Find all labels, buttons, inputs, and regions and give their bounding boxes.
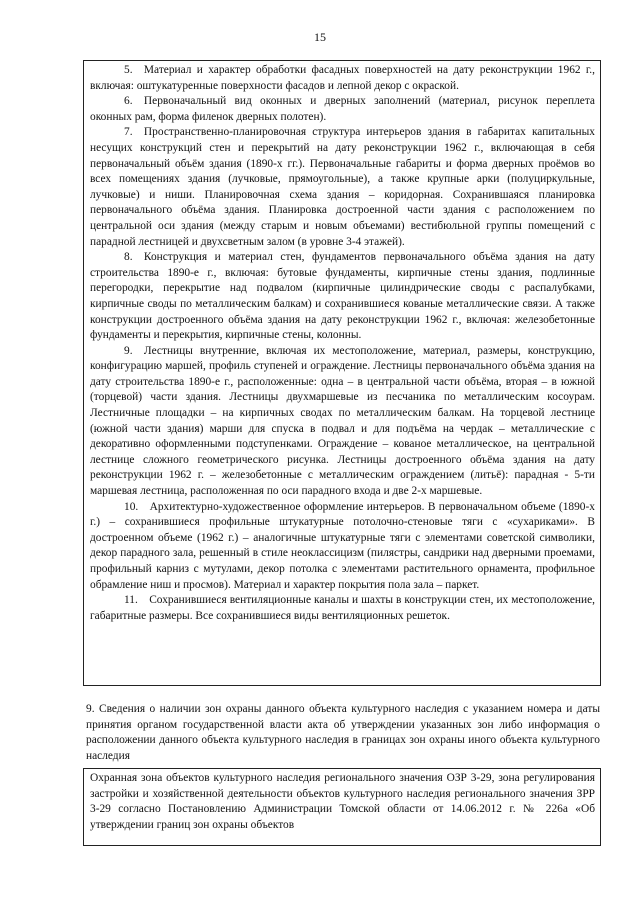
item-11: 11. Сохранившиеся вентиляционные каналы и шахты в конструкции стен, их местоположение, габаритные размеры. Все сохранившиеся виды вентиляционных решеток. [90, 594, 595, 622]
item-5: 5. Материал и характер обработки фасадных поверхностей на дату реконструкции 1962 г., включая: оштукатуренные поверхности фасадов и лепной декор с окраской. [90, 64, 595, 92]
protected-features-box [83, 60, 601, 686]
item-8: 8. Конструкция и материал стен, фундаментов первоначального объёма здания на дату строительства 1890-е г., включая: бутовые фундаменты, кирпичные стены здания, подлинные перегородки, перекрытие над подвалом (кирпичные цилиндрические своды с распалубками, кирпичные своды по металлическим балкам) и сохранившиеся кованые металлические связи. А также конструкции достроенного объёма здания на дату реконструкции 1962 г., включая: железобетонные фундаменты и перекрытия, кирпичные стены, колонны. [90, 251, 595, 342]
section-9-text: 9. Сведения о наличии зон охраны данного объекта культурного наследия с указанием номера и даты принятия органом государственной власти акта об утверждении указанных зон либо информация о расположении данного объекта культурного наследия в границах зон охраны иного объекта культурного наследия [86, 703, 600, 762]
item-9: 9. Лестницы внутренние, включая их местоположение, материал, размеры, конструкцию, конфигурацию маршей, профиль ступеней и ограждение. Лестницы первоначального объёма здания на дату строительства 1890-е г., расположенные: одна – в центральной части объёма, вторая – в южной (торцевой) части здания. Лестницы двухмаршевые из песчаника по металлическим косоурам. Лестничные площадки – на кирпичных сводах по металлическим балкам. На торцевой лестнице (южной части здания) марши для спуска в подвал и для подъёма на чердак – металлические с декоративно оформленными подступенками. Ограждение – кованое металлическое, на центральной лестнице сложного геометрического рисунка. Лестницы достроенного объёма здания на дату реконструкции 1962 г. – железобетонные с металлическим ограждением (литьё): парадная - 5-ти маршевая лестница, расположенная по оси парадного входа и две 2-х маршевые. [90, 344, 595, 498]
item-6: 6. Первоначальный вид оконных и дверных заполнений (материал, рисунок переплета оконных рам, форма филенок дверных полотен). [90, 95, 595, 123]
item-10: 10. Архитектурно-художественное оформление интерьеров. В первоначальном объеме (1890-х г.) – сохранившиеся профильные штукатурные потолочно-стеновые тяги с «сухариками». В достроенном объеме (1962 г.) – аналогичные штукатурные тяги с элементами советской символики, декор парадного зала, решенный в стиле неоклассицизм (пилястры, сандрики над дверными проемами, профильный карниз с мутулами, декор потолка с элементами растительного орнамента, профильное обрамление ниш и просмов). Материал и характер покрытия пола зала – паркет. [90, 500, 595, 591]
page-number: 15 [314, 30, 326, 44]
item-7: 7. Пространственно-планировочная структура интерьеров здания в габаритах капитальных несущих конструкций стен и перекрытий на дату реконструкции 1962 г., включающая в себя первоначальный объём здания (1890-х гг.). Первоначальные габариты и форма дверных проёмов во всех помещениях здания (лучковые, прямоугольные), а также крупные арки (полуциркульные, лучковые) и ниши. Планировочная схема здания – коридорная. Сохранившаяся планировка первоначального объёма здания. Планировка достроенной части здания с расположением по центральной оси здания (между старым и новым объемами) вестибюльной группы помещений с парадной лестницей и двухсветным залом (в уровне 3-4 этажей). [90, 126, 595, 248]
protection-zones-text: Охранная зона объектов культурного наследия регионального значения ОЗР 3-29, зона регулирования застройки и хозяйственной деятельности объектов культурного наследия регионального значения ЗРР 3-29 согласно Постановлению Администрации Томской области от 14.06.2012 г. № 226а «Об утверждении границ зон охраны объектов [90, 772, 595, 831]
section-9-heading [86, 702, 600, 764]
protection-zones-box [83, 768, 601, 846]
